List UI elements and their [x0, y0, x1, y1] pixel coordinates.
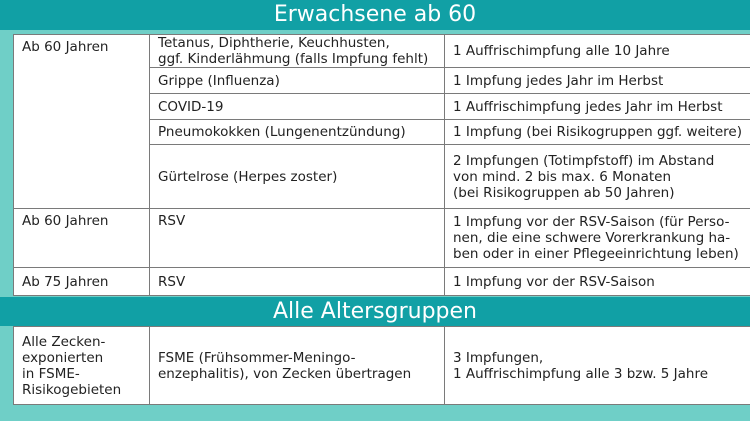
disease-cell: [150, 94, 445, 120]
recommendation-cell: [445, 35, 750, 68]
recommendation-line: 2 Impfungen (Totimpfstoff) im Abstand: [453, 152, 715, 169]
disease-cell: [150, 145, 445, 209]
vaccination-table-all-ages: [13, 326, 750, 405]
disease-line: enzephalitis), von Zecken übertragen: [158, 365, 412, 382]
recommendation-line: ben oder in einer Pflegeeinrichtung leben): [453, 246, 739, 262]
age-line: exponierten: [22, 349, 104, 366]
disease-line: FSME (Frühsommer-Meningo-: [158, 349, 356, 366]
recommendation-line: 3 Impfungen,: [453, 349, 544, 366]
disease-line: Pneumokokken (Lungenentzündung): [158, 124, 406, 140]
recommendation-line: 1 Auffrischimpfung alle 3 bzw. 5 Jahre: [453, 365, 709, 382]
table-row: [14, 327, 750, 405]
recommendation-text: 1 Impfung jedes Jahr im Herbst: [453, 72, 664, 89]
disease-cell: [150, 120, 445, 145]
recommendation-text: 1 Auffrischimpfung alle 10 Jahre: [453, 43, 670, 59]
vaccination-table-adults: [13, 34, 750, 296]
recommendation-text: 1 Impfung (bei Risikogruppen ggf. weitere): [453, 124, 742, 140]
recommendation-text: 1 Impfung vor der RSV-Saison: [453, 273, 655, 290]
disease-line: Grippe (Influenza): [158, 72, 280, 89]
recommendation-text: 1 Auffrischimpfung jedes Jahr im Herbst: [453, 98, 723, 115]
disease-line: ggf. Kinderlähmung (falls Impfung fehlt): [158, 51, 429, 67]
recommendation-cell: [445, 120, 750, 145]
disease-line: Tetanus, Diphtherie, Keuchhusten,: [158, 35, 390, 51]
disease-cell: [150, 268, 445, 296]
recommendation-line: 1 Impfung vor der RSV-Saison (für Perso-: [453, 214, 730, 230]
recommendation-cell: [445, 268, 750, 296]
age-cell: [14, 35, 150, 209]
age-text: Ab 75 Jahren: [22, 273, 109, 290]
age-text: Ab 60 Jahren: [22, 213, 109, 229]
age-text: Ab 60 Jahren: [22, 39, 109, 55]
age-line: Risikogebieten: [22, 381, 122, 398]
table-row: [14, 268, 750, 296]
section-header-adults-60: Erwachsene ab 60: [0, 0, 750, 30]
disease-line: RSV: [158, 273, 186, 290]
table-row: [14, 35, 750, 68]
recommendation-line: nen, die eine schwere Vorerkrankung ha-: [453, 230, 731, 246]
recommendation-cell: [445, 209, 750, 268]
age-line: Alle Zecken-: [22, 333, 106, 350]
recommendation-line: von mind. 2 bis max. 6 Monaten: [453, 168, 671, 185]
age-cell: [14, 209, 150, 268]
age-cell: [14, 327, 150, 405]
recommendation-cell: [445, 68, 750, 94]
disease-cell: [150, 35, 445, 68]
recommendation-cell: [445, 94, 750, 120]
age-line: in FSME-: [22, 365, 80, 382]
disease-cell: [150, 327, 445, 405]
disease-cell: [150, 209, 445, 268]
disease-line: Gürtelrose (Herpes zoster): [158, 168, 338, 185]
disease-line: RSV: [158, 213, 186, 229]
recommendation-line: (bei Risikogruppen ab 50 Jahren): [453, 184, 675, 201]
recommendation-cell: [445, 327, 750, 405]
table-row: [14, 209, 750, 268]
disease-cell: [150, 68, 445, 94]
age-cell: [14, 268, 150, 296]
disease-line: COVID-19: [158, 98, 224, 115]
recommendation-cell: [445, 145, 750, 209]
section-header-all-ages: Alle Altersgruppen: [0, 297, 750, 326]
